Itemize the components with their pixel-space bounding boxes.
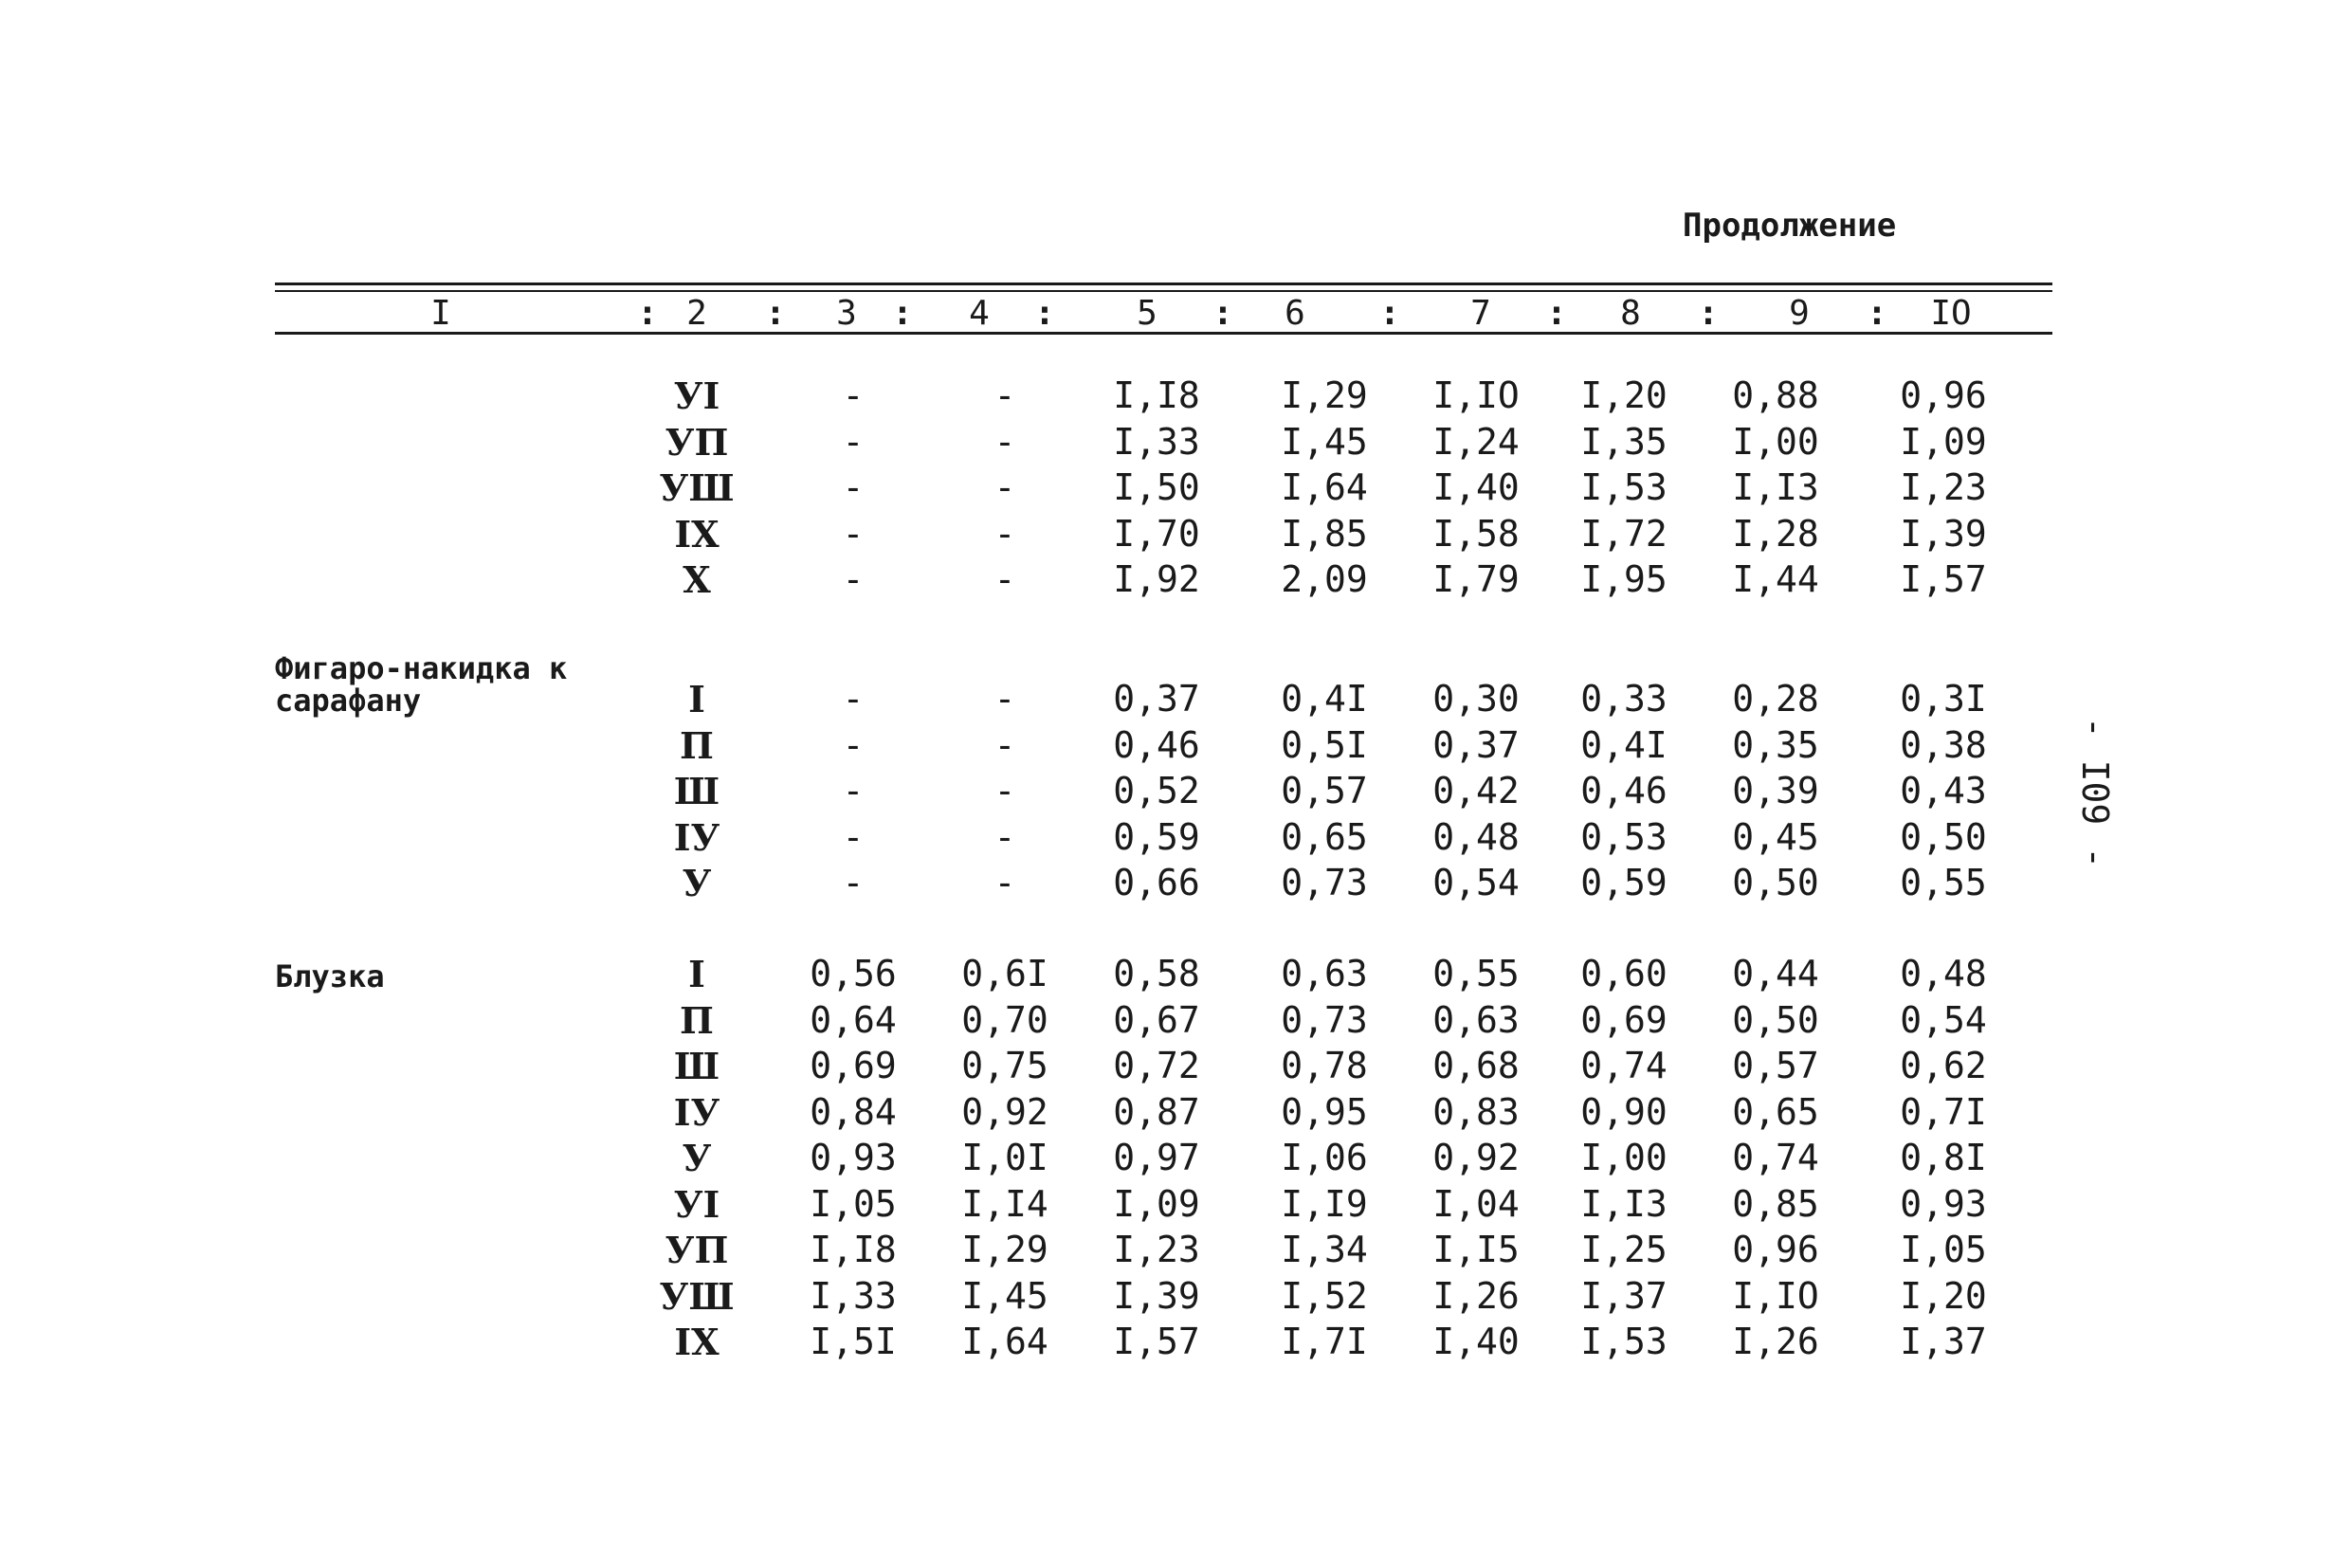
value-cell: 0,57: [1281, 770, 1368, 811]
value-cell: I,IO: [1732, 1274, 1819, 1317]
value-cell: -: [842, 770, 865, 811]
value-cell: 0,92: [1432, 1137, 1520, 1178]
value-cell: I,00: [1732, 420, 1819, 463]
value-cell: 0,63: [1281, 953, 1368, 994]
value-cell: 0,50: [1732, 998, 1819, 1041]
value-cell: 0,38: [1900, 723, 1987, 766]
value-cell: -: [993, 374, 1016, 416]
value-cell: I,40: [1432, 1321, 1520, 1362]
value-cell: 0,59: [1113, 815, 1200, 858]
value-cell: 0,46: [1580, 770, 1668, 811]
size-cell: I: [688, 678, 705, 720]
size-cell: УП: [665, 1229, 729, 1271]
size-cell: УI: [673, 374, 720, 417]
value-cell: I,I5: [1432, 1229, 1520, 1270]
value-cell: I,50: [1113, 466, 1200, 508]
column-header-4: 4: [969, 294, 990, 333]
value-cell: 0,63: [1432, 998, 1520, 1041]
value-cell: -: [842, 420, 865, 463]
group-label-line: Блузка: [275, 958, 385, 994]
value-cell: 0,56: [810, 953, 897, 994]
value-cell: 0,92: [961, 1090, 1048, 1133]
value-cell: I,05: [1900, 1229, 1987, 1270]
value-cell: 0,73: [1281, 998, 1368, 1041]
value-cell: 0,96: [1732, 1229, 1819, 1270]
size-cell: X: [683, 558, 711, 601]
value-cell: 2,09: [1281, 558, 1368, 600]
value-cell: 0,33: [1580, 678, 1668, 720]
value-cell: 0,54: [1432, 862, 1520, 903]
value-cell: I,23: [1113, 1229, 1200, 1270]
column-separator: :: [1698, 294, 1719, 333]
value-cell: I,45: [961, 1274, 1048, 1317]
value-cell: I,79: [1432, 558, 1520, 600]
value-cell: I,34: [1281, 1229, 1368, 1270]
value-cell: I,58: [1432, 512, 1520, 555]
value-cell: I,29: [1281, 374, 1368, 416]
value-cell: I,06: [1281, 1137, 1368, 1178]
size-cell: IX: [674, 512, 720, 556]
column-separator: :: [637, 294, 658, 333]
value-cell: 0,30: [1432, 678, 1520, 720]
value-cell: -: [993, 512, 1016, 555]
value-cell: 0,69: [1580, 998, 1668, 1041]
value-cell: I,09: [1113, 1182, 1200, 1225]
value-cell: I,53: [1580, 466, 1668, 508]
value-cell: 0,4I: [1281, 678, 1368, 720]
value-cell: -: [842, 558, 865, 600]
value-cell: 0,74: [1732, 1137, 1819, 1178]
value-cell: 0,39: [1732, 770, 1819, 811]
value-cell: -: [993, 770, 1016, 811]
value-cell: I,72: [1580, 512, 1668, 555]
size-cell: У: [682, 862, 712, 904]
value-cell: 0,5I: [1281, 723, 1368, 766]
value-cell: I,85: [1281, 512, 1368, 555]
value-cell: I,23: [1900, 466, 1987, 508]
value-cell: -: [842, 723, 865, 766]
value-cell: 0,97: [1113, 1137, 1200, 1178]
size-cell: Ш: [673, 1045, 720, 1087]
value-cell: I,5I: [810, 1321, 897, 1362]
value-cell: 0,66: [1113, 862, 1200, 903]
value-cell: 0,90: [1580, 1090, 1668, 1133]
value-cell: I,I3: [1580, 1182, 1668, 1225]
value-cell: I,45: [1281, 420, 1368, 463]
value-cell: 0,7I: [1900, 1090, 1987, 1133]
value-cell: 0,43: [1900, 770, 1987, 811]
value-cell: I,70: [1113, 512, 1200, 555]
value-cell: I,95: [1580, 558, 1668, 600]
value-cell: I,0I: [961, 1137, 1048, 1178]
value-cell: 0,93: [1900, 1182, 1987, 1225]
value-cell: 0,58: [1113, 953, 1200, 994]
value-cell: I,7I: [1281, 1321, 1368, 1362]
value-cell: I,I9: [1281, 1182, 1368, 1225]
value-cell: 0,37: [1113, 678, 1200, 720]
value-cell: 0,65: [1732, 1090, 1819, 1133]
column-header-10: IO: [1930, 294, 1972, 333]
column-header-5: 5: [1137, 294, 1157, 333]
value-cell: I,I8: [810, 1229, 897, 1270]
value-cell: I,28: [1732, 512, 1819, 555]
value-cell: 0,55: [1432, 953, 1520, 994]
value-cell: 0,84: [810, 1090, 897, 1133]
value-cell: 0,46: [1113, 723, 1200, 766]
value-cell: 0,53: [1580, 815, 1668, 858]
value-cell: -: [842, 466, 865, 508]
value-cell: -: [842, 678, 865, 720]
value-cell: I,I3: [1732, 466, 1819, 508]
value-cell: -: [993, 678, 1016, 720]
value-cell: 0,55: [1900, 862, 1987, 903]
column-header-8: 8: [1620, 294, 1641, 333]
value-cell: I,40: [1432, 466, 1520, 508]
value-cell: I,39: [1113, 1274, 1200, 1317]
value-cell: 0,4I: [1580, 723, 1668, 766]
value-cell: 0,44: [1732, 953, 1819, 994]
value-cell: 0,73: [1281, 862, 1368, 903]
column-header-9: 9: [1789, 294, 1810, 333]
value-cell: I,29: [961, 1229, 1048, 1270]
column-header-6: 6: [1285, 294, 1305, 333]
column-header-3: 3: [836, 294, 857, 333]
group-label: [275, 652, 567, 717]
value-cell: I,26: [1732, 1321, 1819, 1362]
column-separator: :: [1034, 294, 1055, 333]
value-cell: 0,35: [1732, 723, 1819, 766]
value-cell: -: [842, 815, 865, 858]
value-cell: I,57: [1900, 558, 1987, 600]
value-cell: I,33: [1113, 420, 1200, 463]
value-cell: -: [993, 723, 1016, 766]
value-cell: 0,85: [1732, 1182, 1819, 1225]
value-cell: 0,74: [1580, 1045, 1668, 1086]
size-cell: I: [688, 953, 705, 995]
value-cell: 0,70: [961, 998, 1048, 1041]
value-cell: 0,87: [1113, 1090, 1200, 1133]
column-separator: :: [892, 294, 913, 333]
group-label: [275, 960, 385, 993]
value-cell: -: [993, 466, 1016, 508]
value-cell: 0,62: [1900, 1045, 1987, 1086]
value-cell: I,I4: [961, 1182, 1048, 1225]
value-cell: 0,67: [1113, 998, 1200, 1041]
value-cell: 0,69: [810, 1045, 897, 1086]
column-header-2: 2: [686, 294, 707, 333]
group-label-line: Фигаро-накидка к: [275, 650, 568, 686]
value-cell: 0,42: [1432, 770, 1520, 811]
size-cell: УI: [673, 1182, 720, 1226]
value-cell: I,57: [1113, 1321, 1200, 1362]
column-separator: :: [1379, 294, 1400, 333]
value-cell: 0,8I: [1900, 1137, 1987, 1178]
value-cell: I,92: [1113, 558, 1200, 600]
value-cell: -: [842, 374, 865, 416]
column-separator: :: [1212, 294, 1233, 333]
value-cell: -: [993, 815, 1016, 858]
continuation-label: Продолжение: [1683, 207, 1897, 245]
value-cell: I,00: [1580, 1137, 1668, 1178]
column-header-1: I: [430, 294, 451, 333]
value-cell: I,37: [1580, 1274, 1668, 1317]
column-header-7: 7: [1470, 294, 1491, 333]
size-cell: У: [682, 1137, 712, 1179]
group-label-line: сарафану: [275, 683, 422, 719]
table-header-rule: [275, 332, 2052, 335]
table-top-rule-inner: [275, 290, 2052, 292]
column-separator: :: [1867, 294, 1887, 333]
value-cell: I,IO: [1432, 374, 1520, 416]
page-number: - I09 -: [2074, 716, 2116, 869]
value-cell: -: [993, 558, 1016, 600]
value-cell: -: [842, 862, 865, 903]
value-cell: 0,75: [961, 1045, 1048, 1086]
value-cell: I,20: [1580, 374, 1668, 416]
value-cell: 0,93: [810, 1137, 897, 1178]
size-cell: IУ: [673, 815, 720, 859]
value-cell: 0,64: [810, 998, 897, 1041]
value-cell: 0,48: [1432, 815, 1520, 858]
value-cell: 0,50: [1900, 815, 1987, 858]
value-cell: I,53: [1580, 1321, 1668, 1362]
table-top-rule: [275, 283, 2052, 285]
value-cell: I,24: [1432, 420, 1520, 463]
value-cell: 0,60: [1580, 953, 1668, 994]
value-cell: I,20: [1900, 1274, 1987, 1317]
size-cell: УШ: [659, 1274, 735, 1318]
value-cell: 0,54: [1900, 998, 1987, 1041]
value-cell: 0,68: [1432, 1045, 1520, 1086]
value-cell: 0,96: [1900, 374, 1987, 416]
value-cell: 0,37: [1432, 723, 1520, 766]
value-cell: 0,83: [1432, 1090, 1520, 1133]
value-cell: 0,50: [1732, 862, 1819, 903]
value-cell: 0,72: [1113, 1045, 1200, 1086]
value-cell: 0,28: [1732, 678, 1819, 720]
size-cell: УШ: [659, 466, 735, 509]
size-cell: П: [680, 723, 714, 767]
value-cell: 0,65: [1281, 815, 1368, 858]
value-cell: -: [842, 512, 865, 555]
value-cell: -: [993, 862, 1016, 903]
value-cell: I,35: [1580, 420, 1668, 463]
value-cell: I,33: [810, 1274, 897, 1317]
value-cell: I,37: [1900, 1321, 1987, 1362]
value-cell: I,09: [1900, 420, 1987, 463]
value-cell: I,64: [1281, 466, 1368, 508]
value-cell: I,04: [1432, 1182, 1520, 1225]
value-cell: 0,48: [1900, 953, 1987, 994]
value-cell: 0,88: [1732, 374, 1819, 416]
value-cell: 0,59: [1580, 862, 1668, 903]
value-cell: 0,52: [1113, 770, 1200, 811]
value-cell: -: [993, 420, 1016, 463]
value-cell: 0,45: [1732, 815, 1819, 858]
value-cell: I,05: [810, 1182, 897, 1225]
column-separator: :: [765, 294, 786, 333]
value-cell: I,52: [1281, 1274, 1368, 1317]
size-cell: Ш: [673, 770, 720, 812]
value-cell: 0,57: [1732, 1045, 1819, 1086]
size-cell: IX: [674, 1321, 720, 1363]
value-cell: 0,95: [1281, 1090, 1368, 1133]
size-cell: IУ: [673, 1090, 720, 1134]
value-cell: 0,78: [1281, 1045, 1368, 1086]
value-cell: I,I8: [1113, 374, 1200, 416]
size-cell: УП: [665, 420, 729, 464]
value-cell: I,44: [1732, 558, 1819, 600]
value-cell: 0,3I: [1900, 678, 1987, 720]
column-separator: :: [1546, 294, 1567, 333]
value-cell: I,64: [961, 1321, 1048, 1362]
value-cell: I,39: [1900, 512, 1987, 555]
value-cell: I,26: [1432, 1274, 1520, 1317]
size-cell: П: [680, 998, 714, 1042]
value-cell: 0,6I: [961, 953, 1048, 994]
value-cell: I,25: [1580, 1229, 1668, 1270]
